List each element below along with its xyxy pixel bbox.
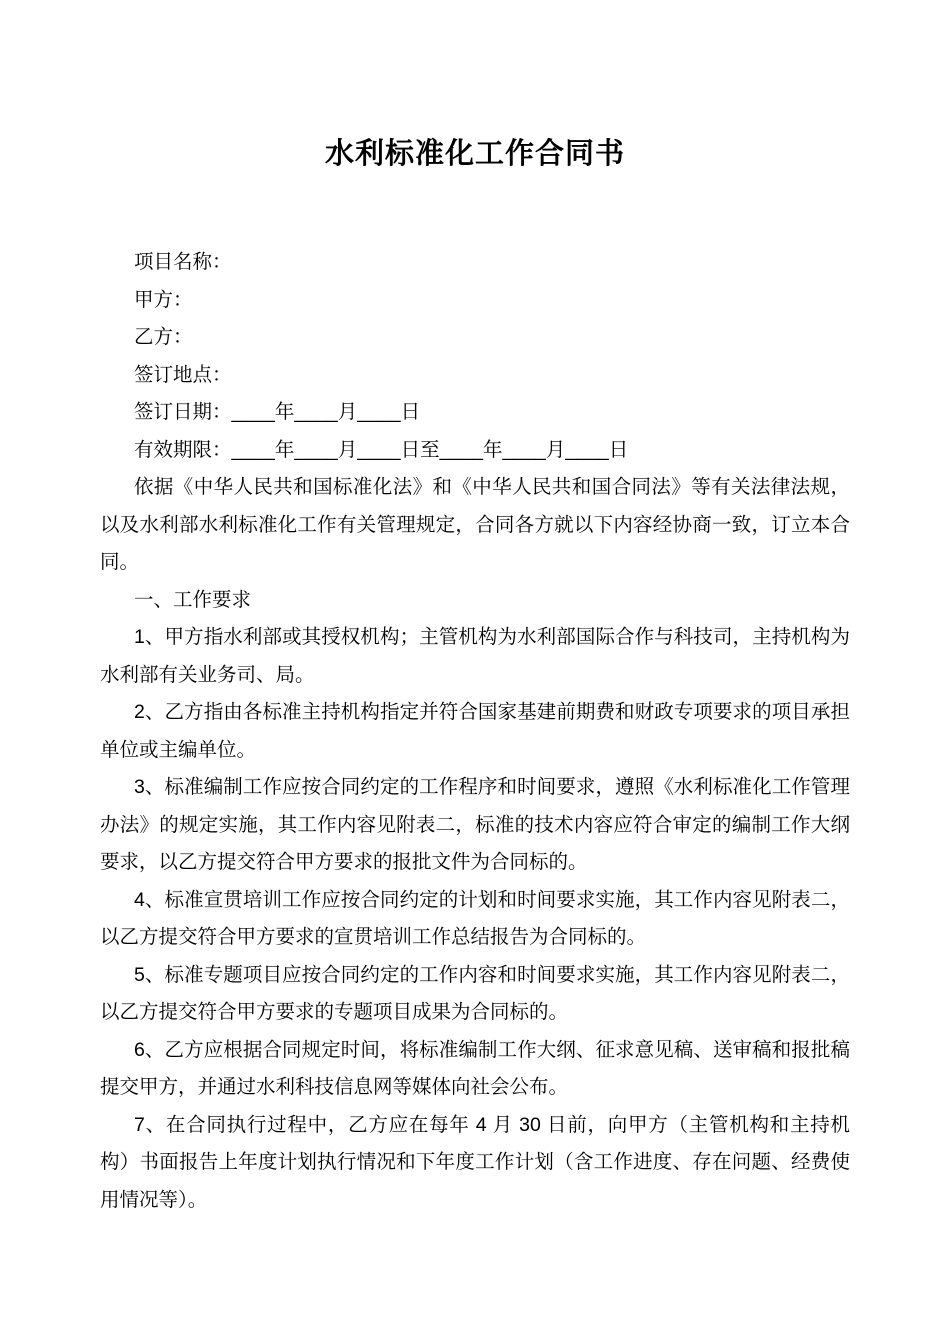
field-party-b: 乙方：	[134, 326, 193, 348]
clause-2: 2、乙方指由各标准主持机构指定并符合国家基建前期费和财政专项要求的项目承担单位或主编单位。	[100, 701, 850, 761]
field-validity-period: 有效期限：____年____月____日至____年____月____日	[134, 438, 629, 461]
field-party-a: 甲方：	[134, 288, 193, 311]
clause-1: 1、甲方指水利部或其授权机构；主管机构为水利部国际合作与科技司，主持机构为水利部有关业务司、局。	[100, 626, 850, 686]
field-signing-date: 签订日期：____年____月____日	[134, 401, 421, 423]
document-title: 水利标准化工作合同书	[324, 138, 625, 170]
clause-3: 3、标准编制工作应按合同约定的工作程序和时间要求，遵照《水利标准化工作管理办法》的规定实施，其工作内容见附表二，标准的技术内容应符合审定的编制工作大纲要求，以乙方提交符合甲方要求的报批文件为合同标的。	[100, 776, 850, 873]
clause-4: 4、标准宣贯培训工作应按合同约定的计划和时间要求实施，其工作内容见附表二，以乙方提交符合甲方要求的宣贯培训工作总结报告为合同标的。	[100, 888, 850, 948]
clause-7: 7、在合同执行过程中，乙方应在每年 4 月 30 日前，向甲方（主管机构和主持机构）书面报告上年度计划执行情况和下年度工作计划（含工作进度、存在问题、经费使用情况等）。	[100, 1113, 850, 1211]
contract-body	[100, 469, 850, 1219]
clause-5: 5、标准专题项目应按合同约定的工作内容和时间要求实施，其工作内容见附表二，以乙方提交符合甲方要求的专题项目成果为合同标的。	[100, 963, 850, 1023]
intro-paragraph: 依据《中华人民共和国标准化法》和《中华人民共和国合同法》等有关法律法规，以及水利部水利标准化工作有关管理规定，合同各方就以下内容经协商一致，订立本合同。	[100, 476, 850, 573]
clause-6: 6、乙方应根据合同规定时间，将标准编制工作大纲、征求意见稿、送审稿和报批稿提交甲方，并通过水利科技信息网等媒体向社会公布。	[100, 1038, 850, 1098]
field-project-name: 项目名称：	[134, 251, 232, 273]
field-signing-place: 签订地点：	[134, 363, 232, 386]
section-heading-work-requirements: 一、工作要求	[134, 588, 252, 611]
contract-header-fields	[100, 244, 850, 469]
